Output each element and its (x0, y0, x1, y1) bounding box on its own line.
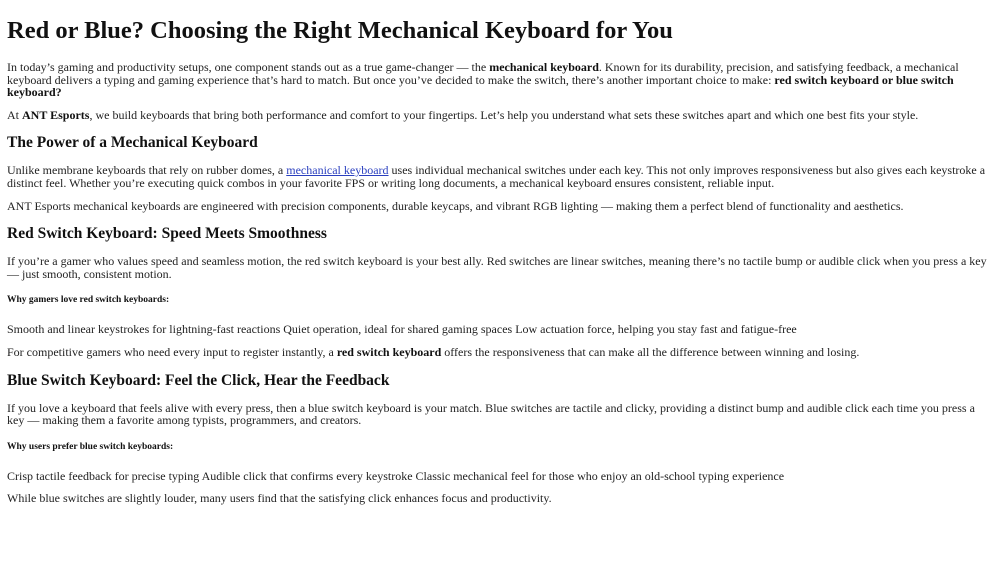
mechanical-keyboard-link[interactable]: mechanical keyboard (286, 163, 389, 178)
about-bold-brand: ANT Esports (22, 107, 90, 122)
about-text-2: , we build keyboards that bring both performance and comfort to your fingertips. Let’s help you understand what sets these switches apart and which one best fits your style. (89, 107, 919, 122)
intro-text-2: . Known for its durability, precision, and satisfying feedback, a mechanical keyboard delivers a typing and gaming experience that’s hard to match. But once you’ve decided to make the switch, there’s another important choice to make: (7, 60, 959, 87)
red-text-2: offers the responsiveness that can make all the difference between winning and losing. (441, 344, 860, 359)
about-paragraph (7, 109, 990, 122)
intro-paragraph (7, 61, 990, 99)
red-benefits-list: Smooth and linear keystrokes for lightning-fast reactions Quiet operation, ideal for shared gaming spaces Low actuation force, helping you stay fast and fatigue-free (7, 322, 797, 337)
red-text-1: For competitive gamers who need every input to register instantly, a (7, 344, 337, 359)
blue-paragraph-3: While blue switches are slightly louder, many users find that the satisfying click enhances focus and productivity. (7, 491, 552, 506)
intro-text-1: In today’s gaming and productivity setups, one component stands out as a true game-changer — the (7, 60, 490, 74)
subheading-blue-benefits: Why users prefer blue switch keyboards: (7, 441, 174, 452)
page-title: Red or Blue? Choosing the Right Mechanical Keyboard for You (7, 17, 673, 44)
heading-power: The Power of a Mechanical Keyboard (7, 134, 258, 152)
article (0, 14, 1000, 505)
power-text-1: Unlike membrane keyboards that rely on rubber domes, a (7, 163, 287, 178)
about-text-1: At (7, 107, 22, 122)
blue-paragraph-1: If you love a keyboard that feels alive with every press, then a blue switch keyboard is your match. Blue switches are tactile and clicky, providing a distinct bump and audible click each time you press a key — making them a favorite among typists, programmers, and creators. (7, 400, 975, 428)
power-paragraph-2: ANT Esports mechanical keyboards are engineered with precision components, durable keycaps, and vibrant RGB lighting — making them a perfect blend of functionality and aesthetics. (7, 198, 904, 213)
red-paragraph-1: If you’re a gamer who values speed and seamless motion, the red switch keyboard is your best ally. Red switches are linear switches, meaning there’s no tactile bump or audible click when you press a key — just smooth, consistent motion. (7, 254, 987, 281)
red-paragraph-3 (7, 346, 990, 359)
power-paragraph-1 (7, 164, 990, 189)
red-bold-keyword: red switch keyboard (336, 344, 442, 359)
heading-red-switch: Red Switch Keyboard: Speed Meets Smoothness (7, 225, 327, 243)
subheading-red-benefits: Why gamers love red switch keyboards: (7, 295, 170, 306)
power-text-2: uses individual mechanical switches under each key. This not only improves responsiveness but also gives each keystroke a distinct feel. Whether you’re executing quick combos in your favorite FPS or writing long documents, a mechanical keyboard ensures consistent, reliable input. (7, 163, 986, 190)
blue-benefits-list: Crisp tactile feedback for precise typing Audible click that confirms every keystroke Classic mechanical feel for those who enjoy an old-school typing experience (7, 468, 785, 483)
intro-bold-question: red switch keyboard or blue switch keyboard? (7, 72, 954, 100)
heading-blue-switch: Blue Switch Keyboard: Feel the Click, Hear the Feedback (7, 371, 390, 389)
intro-bold-mechanical-keyboard: mechanical keyboard (489, 60, 599, 74)
